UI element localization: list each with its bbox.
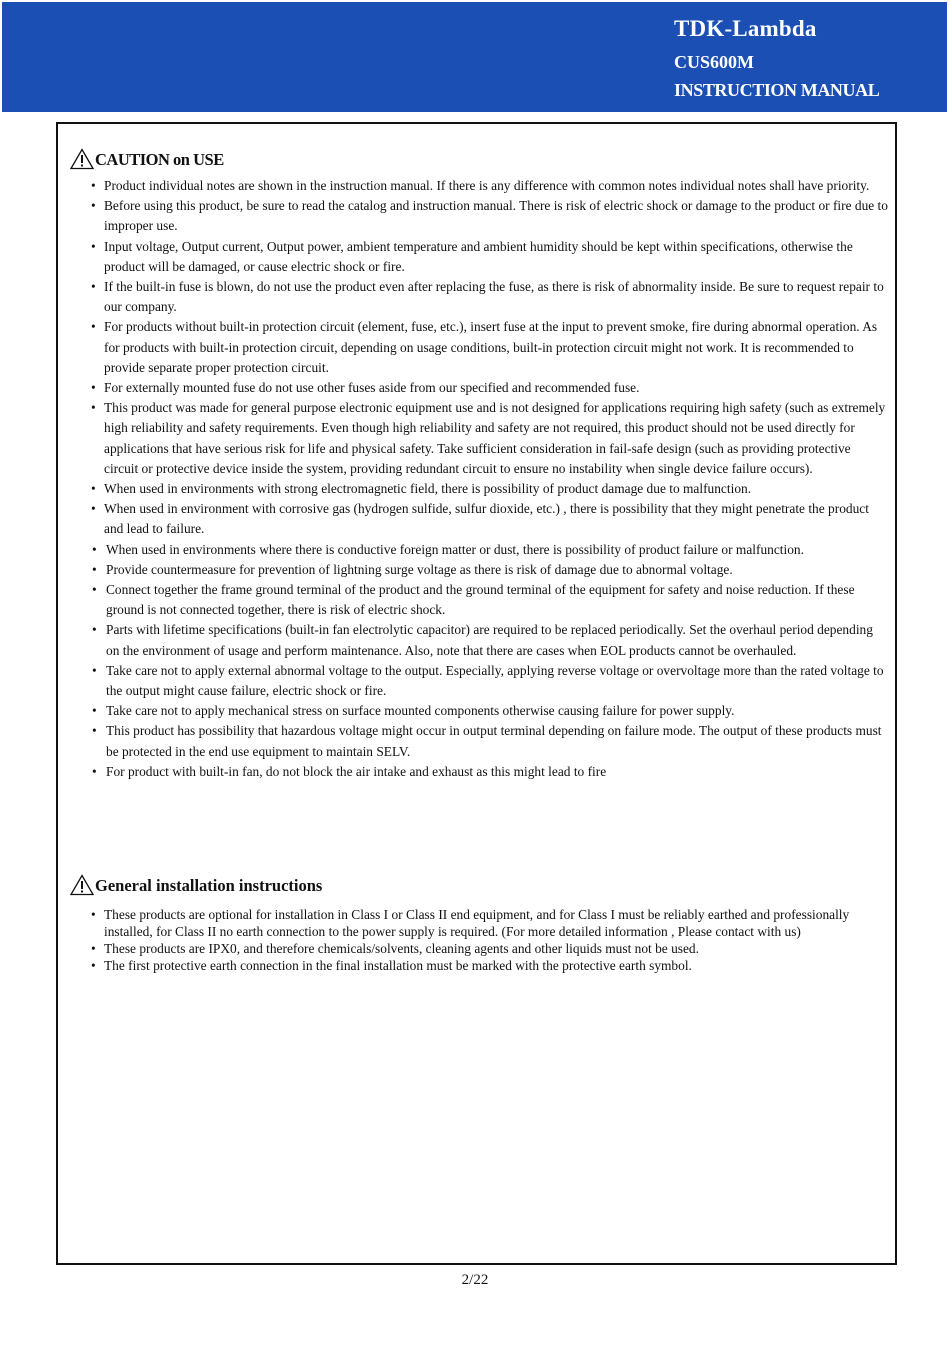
list-item: • For products without built-in protection circuit (element, fuse, etc.), insert fuse at the input to prevent smoke, fire during abnormal operation. As for products with built-in protection circuit, depending on usage conditions, built-in protection circuit might not work. It is recommended to provide separate proper protection circuit. <box>58 317 888 378</box>
page-number: 2/22 <box>461 1272 489 1288</box>
caution-list <box>58 176 888 782</box>
brand-name: TDK-Lambda <box>674 16 817 41</box>
list-item: • Parts with lifetime specifications (built-in fan electrolytic capacitor) are required to be replaced periodically. Set the overhaul period depending on the environment of usage and perform maintenance. Also, note that there are cases when EOL products cannot be overhauled. <box>58 620 888 660</box>
list-item: • These products are IPX0, and therefore chemicals/solvents, cleaning agents and other liquids must not be used. <box>58 940 870 957</box>
installation-heading <box>70 874 322 896</box>
list-item: • When used in environments where there is conductive foreign matter or dust, there is possibility of product failure or malfunction. <box>58 540 888 560</box>
list-item: • This product has possibility that hazardous voltage might occur in output terminal depending on failure mode. The output of these products must be protected in the end use equipment to maintain SELV. <box>58 721 888 761</box>
list-item: • When used in environments with strong electromagnetic field, there is possibility of product damage due to malfunction. <box>58 479 888 499</box>
list-item: • Take care not to apply mechanical stress on surface mounted components otherwise causing failure for power supply. <box>58 701 888 721</box>
list-item: • Take care not to apply external abnormal voltage to the output. Especially, applying reverse voltage or overvoltage more than the rated voltage to the output might cause failure, electric shock or fire. <box>58 661 888 701</box>
warning-triangle-icon <box>70 874 94 896</box>
document-type: INSTRUCTION MANUAL <box>674 80 880 100</box>
list-item: • When used in environment with corrosive gas (hydrogen sulfide, sulfur dioxide, etc.) , there is possibility that they might penetrate the product and lead to failure. <box>58 499 888 539</box>
list-item: • The first protective earth connection in the final installation must be marked with the protective earth symbol. <box>58 957 870 974</box>
list-item: • This product was made for general purpose electronic equipment use and is not designed for applications requiring high safety (such as extremely high reliability and safety requirements. Even though high reliability and safety are not required, this product should not be used directly for applications that have serious risk for life and physical safety. Take sufficient consideration in fail-safe design (such as providing protective circuit or protective device inside the system, providing redundant circuit to ensure no instability when single device failure occurs). <box>58 398 888 479</box>
caution-title: CAUTION on USE <box>95 150 224 169</box>
list-item: • Input voltage, Output current, Output power, ambient temperature and ambient humidity should be kept within specifications, otherwise the product will be damaged, or cause electric shock or fire. <box>58 237 888 277</box>
model-number: CUS600M <box>674 52 754 72</box>
header-banner <box>2 2 947 112</box>
list-item: • These products are optional for installation in Class I or Class II end equipment, and for Class I must be reliably earthed and professionally installed, for Class II no earth connection to the power supply is required. (For more detailed information , Please contact with us) <box>58 906 870 940</box>
caution-heading <box>70 148 224 170</box>
list-item: • If the built-in fuse is blown, do not use the product even after replacing the fuse, as there is risk of abnormality inside. Be sure to request repair to our company. <box>58 277 888 317</box>
list-item: • For product with built-in fan, do not block the air intake and exhaust as this might lead to fire <box>58 762 888 782</box>
installation-list <box>58 906 870 974</box>
list-item: • For externally mounted fuse do not use other fuses aside from our specified and recommended fuse. <box>58 378 888 398</box>
content-frame <box>56 122 897 1265</box>
list-item: • Before using this product, be sure to read the catalog and instruction manual. There is risk of electric shock or damage to the product or fire due to improper use. <box>58 196 888 236</box>
installation-title: General installation instructions <box>95 876 323 895</box>
list-item: • Connect together the frame ground terminal of the product and the ground terminal of the equipment for safety and noise reduction. If these ground is not connected together, there is risk of electric shock. <box>58 580 888 620</box>
warning-triangle-icon <box>70 148 94 170</box>
list-item: • Product individual notes are shown in the instruction manual. If there is any difference with common notes individual notes shall have priority. <box>58 176 888 196</box>
list-item: • Provide countermeasure for prevention of lightning surge voltage as there is risk of damage due to abnormal voltage. <box>58 560 888 580</box>
